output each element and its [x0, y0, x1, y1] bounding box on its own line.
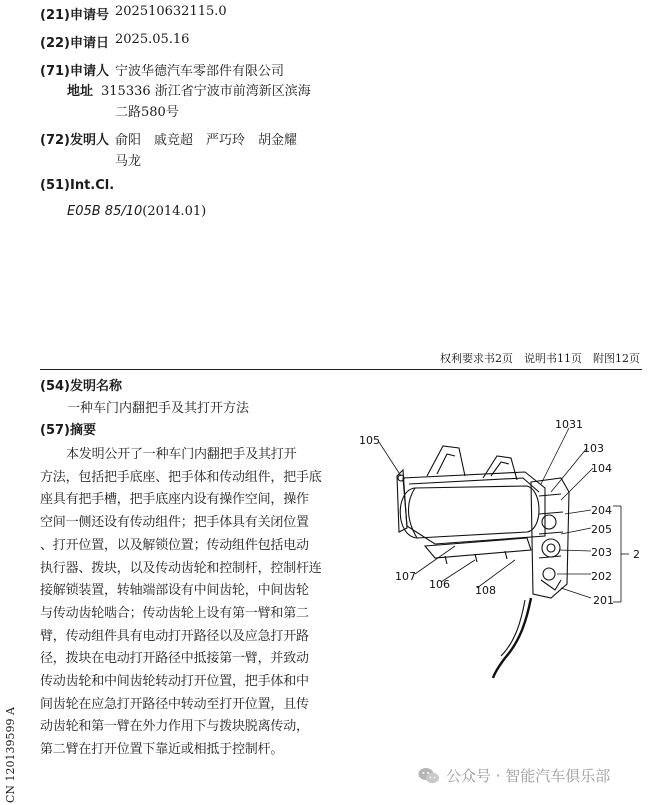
app-date-label: (22)申请日: [40, 36, 109, 51]
abstract-line: 、打开位置，以及解锁位置；传动组件包括电动: [40, 537, 309, 553]
abstract-line: 径，拨块在电动打开路径中抵接第一臂，并致动: [40, 651, 309, 667]
app-number-label: (21)申请号: [40, 8, 109, 23]
publication-code-vertical: [2, 683, 20, 805]
label-205: 205: [591, 523, 612, 536]
label-106: 106: [429, 578, 450, 591]
label-201: 201: [593, 594, 614, 607]
applicant-label: (71)申请人: [40, 64, 109, 79]
int-cl-class: E05B 85/10: [67, 204, 143, 219]
label-1031: 1031: [555, 418, 583, 431]
invention-title: 一种车门内翻把手及其打开方法: [67, 401, 250, 416]
label-104: 104: [591, 462, 612, 475]
abstract-line: 动齿轮和第一臂在外力作用下与拨块脱离传动，: [40, 719, 309, 735]
int-cl-label: (51)Int.Cl.: [40, 178, 115, 193]
label-103: 103: [583, 442, 604, 455]
abstract-text: [40, 444, 340, 762]
title-heading: (54)发明名称: [40, 379, 122, 394]
wechat-icon: [418, 767, 440, 785]
abstract-line: 臂，传动组件具有电动打开路径以及应急打开路: [40, 628, 309, 644]
app-number-value: 202510632115.0: [115, 4, 227, 19]
abstract-line: 传动齿轮和中间齿轮转动打开位置，把手体和中: [40, 674, 309, 690]
int-cl-year: (2014.01): [142, 204, 207, 219]
abstract-line: 空间一侧还设有传动组件；把手体具有关闭位置: [40, 515, 309, 531]
app-date-value: 2025.05.16: [115, 32, 190, 47]
label-202: 202: [591, 570, 612, 583]
page-counts: 权利要求书2页 说明书11页 附图12页: [440, 352, 640, 365]
abstract-heading: (57)摘要: [40, 423, 96, 438]
inventors-line-2: 马龙: [115, 154, 142, 169]
label-105: 105: [359, 434, 380, 447]
abstract-line: 本发明公开了一种车门内翻把手及其打开: [66, 447, 297, 462]
int-cl-value: [67, 200, 206, 219]
label-107: 107: [395, 570, 416, 583]
publication-code: CN 120139599 A: [4, 707, 17, 803]
label-203: 203: [591, 546, 612, 559]
abstract-line: 与传动齿轮啮合；传动齿轮上设有第一臂和第二: [40, 605, 309, 621]
abstract-line: 接解锁装置，转轴端部设有中间齿轮，中间齿轮: [40, 583, 309, 599]
address-line-1: 315336 浙江省宁波市前湾新区滨海: [101, 84, 311, 99]
patent-figure: [355, 418, 660, 680]
watermark: [418, 765, 610, 786]
inventors-label: (72)发明人: [40, 133, 109, 148]
abstract-line: 座具有把手槽，把手底座内设有操作空间，操作: [40, 492, 309, 508]
address-line-2: 二路580号: [115, 105, 179, 120]
abstract-line: 执行器、拨块，以及传动齿轮和控制杆，控制杆连: [40, 560, 322, 576]
abstract-line: 第二臂在打开位置下靠近或相抵于控制杆。: [40, 742, 284, 758]
label-2: 2: [633, 548, 640, 561]
inventors-line-1: 俞阳 戚竞超 严巧玲 胡金耀: [115, 133, 298, 148]
address-label: 地址: [67, 84, 94, 99]
abstract-line: 间齿轮在应急打开路径中转动至打开位置，且传: [40, 696, 309, 712]
watermark-text: 公众号 · 智能汽车俱乐部: [446, 767, 611, 785]
abstract-line: 方法，包括把手底座、把手体和传动组件，把手底: [40, 469, 322, 485]
label-108: 108: [475, 584, 496, 597]
applicant-value: 宁波华德汽车零部件有限公司: [115, 64, 285, 79]
label-204: 204: [591, 504, 612, 517]
divider-rule: [40, 369, 642, 370]
handle-drawing: [397, 446, 569, 678]
